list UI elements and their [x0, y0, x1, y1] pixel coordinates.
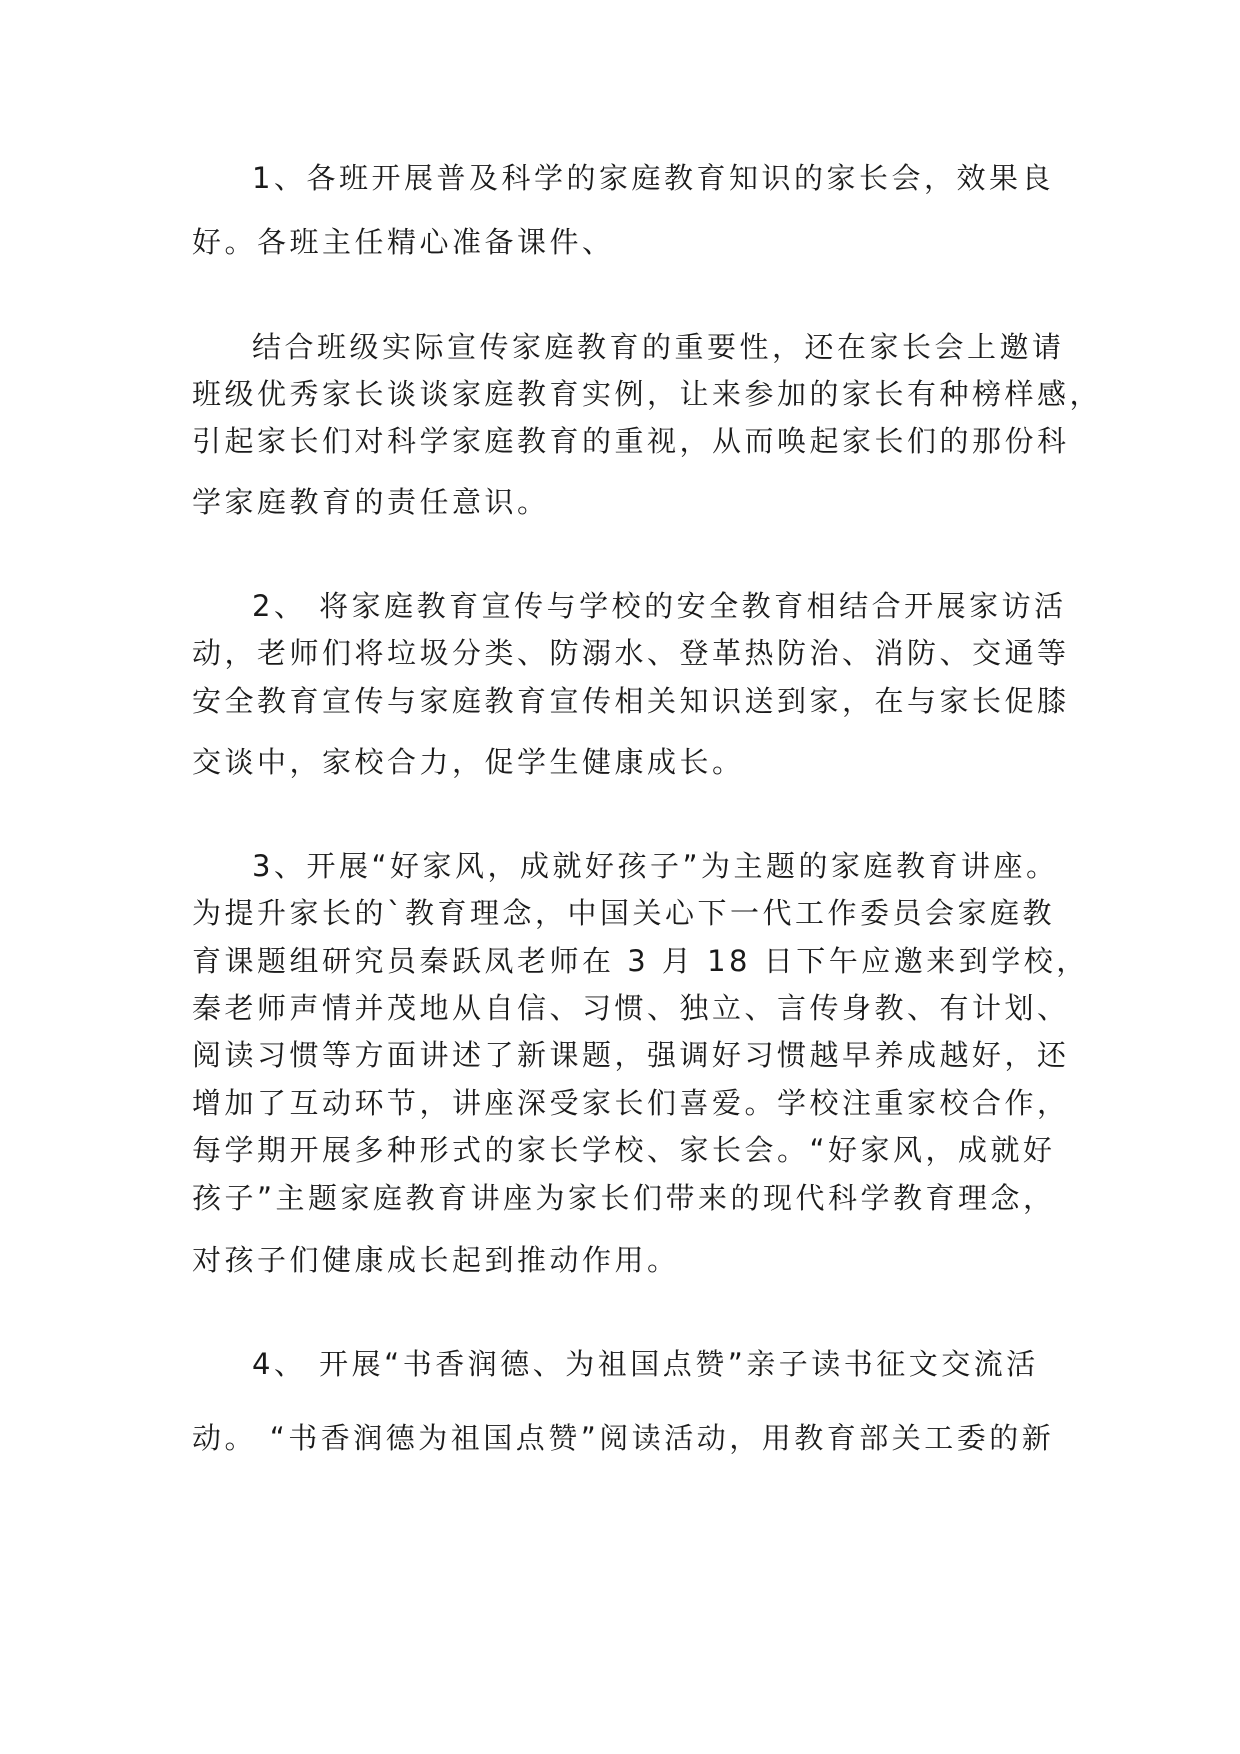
paragraph-2-line-3: 引起家长们对科学家庭教育的重视，从而唤起家长们的那份科: [192, 424, 1070, 458]
paragraph-2-line-1: 结合班级实际宣传家庭教育的重要性，还在家长会上邀请: [252, 330, 1065, 364]
paragraph-4-line-7: 每学期开展多种形式的家长学校、家长会。“好家风，成就好: [192, 1133, 1056, 1167]
paragraph-5-line-1: 4、 开展“书香润德、为祖国点赞”亲子读书征文交流活: [252, 1347, 1039, 1381]
paragraph-3-line-1: 2、 将家庭教育宣传与学校的安全教育相结合开展家访活: [252, 589, 1067, 623]
paragraph-2-line-4: 学家庭教育的责任意识。: [192, 485, 550, 519]
paragraph-3-line-3: 安全教育宣传与家庭教育宣传相关知识送到家，在与家长促膝: [192, 684, 1070, 718]
paragraph-1-line-2: 好。各班主任精心准备课件、: [192, 225, 615, 259]
paragraph-2-line-2: 班级优秀家长谈谈家庭教育实例，让来参加的家长有种榜样感，: [192, 377, 1103, 411]
paragraph-4-line-5: 阅读习惯等方面讲述了新课题，强调好习惯越早养成越好，还: [192, 1038, 1070, 1072]
paragraph-4-line-4: 秦老师声情并茂地从自信、习惯、独立、言传身教、有计划、: [192, 991, 1070, 1025]
paragraph-4-line-9: 对孩子们健康成长起到推动作用。: [192, 1243, 680, 1277]
paragraph-3-line-2: 动，老师们将垃圾分类、防溺水、登革热防治、消防、交通等: [192, 636, 1070, 670]
paragraph-4-line-6: 增加了互动环节，讲座深受家长们喜爱。学校注重家校合作，: [192, 1086, 1070, 1120]
paragraph-4-line-8: 孩子”主题家庭教育讲座为家长们带来的现代科学教育理念，: [192, 1181, 1056, 1215]
paragraph-4-line-2: 为提升家长的`教育理念，中国关心下一代工作委员会家庭教: [192, 896, 1056, 930]
paragraph-5-line-2: 动。 “书香润德为祖国点赞”阅读活动，用教育部关工委的新: [192, 1421, 1055, 1455]
paragraph-3-line-4: 交谈中，家校合力，促学生健康成长。: [192, 745, 745, 779]
paragraph-4-line-3: 育课题组研究员秦跃凤老师在 3 月 18 日下午应邀来到学校，: [192, 944, 1089, 978]
paragraph-4-line-1: 3、开展“好家风，成就好孩子”为主题的家庭教育讲座。: [252, 849, 1059, 883]
paragraph-1-line-1: 1、各班开展普及科学的家庭教育知识的家长会，效果良: [252, 161, 1054, 195]
